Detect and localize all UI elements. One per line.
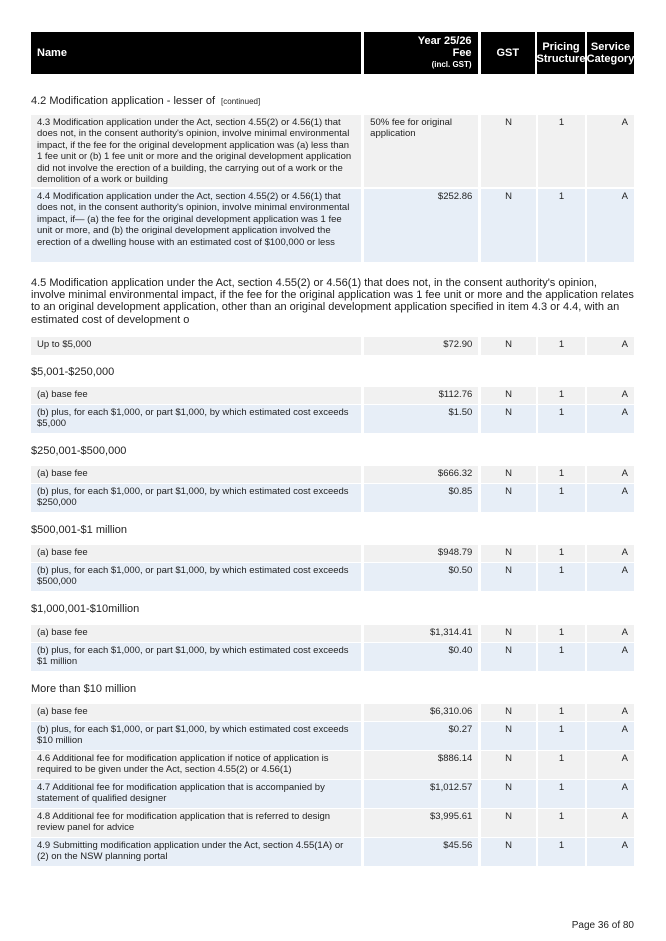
subheading: $1,000,001-$10million [31, 603, 140, 615]
row-pricing-structure: 1 [538, 643, 586, 671]
row-gst: N [481, 189, 536, 262]
row-gst: N [481, 780, 536, 808]
row-gst: N [481, 484, 536, 512]
header-service-line1: Service [590, 41, 631, 53]
row-fee: $6,310.06 [364, 704, 478, 721]
row-pricing-structure: 1 [538, 545, 586, 562]
row-name: 4.6 Additional fee for modification application if notice of application is required to be given under the Act, section 4.55(2) or 4.56(1) [31, 751, 361, 779]
section-4-2-title [31, 95, 634, 108]
table-row [31, 722, 634, 750]
header-pricing-line2: Structure [536, 53, 586, 65]
row-gst: N [481, 466, 536, 483]
section-4-2-text: 4.2 Modification application - lesser of [31, 95, 216, 107]
table-row [31, 780, 634, 808]
row-service-category: A [587, 625, 634, 642]
row-service-category: A [587, 484, 634, 512]
row-gst: N [481, 809, 536, 837]
table-row [31, 405, 634, 433]
row-fee: $948.79 [364, 545, 478, 562]
row-pricing-structure: 1 [538, 563, 586, 591]
row-fee: $0.50 [364, 563, 478, 591]
row-service-category: A [587, 704, 634, 721]
row-service-category: A [587, 466, 634, 483]
table-row [31, 838, 634, 866]
subheading: More than $10 million [31, 683, 137, 695]
row-fee: $1,314.41 [364, 625, 478, 642]
row-gst: N [481, 751, 536, 779]
table-row [31, 466, 634, 483]
row-name: (a) base fee [31, 704, 361, 721]
row-fee: $112.76 [364, 387, 478, 404]
header-name: Name [31, 32, 361, 74]
row-fee: $666.32 [364, 466, 478, 483]
subheading: $500,001-$1 million [31, 524, 128, 536]
row-gst: N [481, 625, 536, 642]
table-row [31, 115, 634, 187]
table-row [31, 643, 634, 671]
row-fee: $0.27 [364, 722, 478, 750]
row-fee: $45.56 [364, 838, 478, 866]
row-service-category: A [587, 189, 634, 262]
header-pricing-structure [537, 32, 585, 74]
row-service-category: A [587, 115, 634, 187]
row-gst: N [481, 337, 536, 355]
row-name: (b) plus, for each $1,000, or part $1,000, by which estimated cost exceeds $5,000 [31, 405, 361, 433]
row-pricing-structure: 1 [538, 751, 586, 779]
header-fee-line1: Year 25/26 [417, 35, 472, 47]
header-fee-line3: (incl. GST) [431, 60, 472, 69]
row-name: (b) plus, for each $1,000, or part $1,000, by which estimated cost exceeds $1 million [31, 643, 361, 671]
row-service-category: A [587, 405, 634, 433]
row-pricing-structure: 1 [538, 387, 586, 404]
row-fee: $886.14 [364, 751, 478, 779]
header-service-category [587, 32, 634, 74]
row-pricing-structure: 1 [538, 189, 586, 262]
header-fee-line2: Fee [452, 47, 472, 59]
table-row [31, 387, 634, 404]
row-service-category: A [587, 838, 634, 866]
row-fee: $72.90 [364, 337, 478, 355]
row-name: Up to $5,000 [31, 337, 361, 355]
table-row [31, 337, 634, 355]
header-pricing-line1: Pricing [542, 41, 580, 53]
table-row [31, 484, 634, 512]
row-pricing-structure: 1 [538, 484, 586, 512]
row-service-category: A [587, 780, 634, 808]
row-pricing-structure: 1 [538, 405, 586, 433]
row-pricing-structure: 1 [538, 704, 586, 721]
table-row [31, 625, 634, 642]
row-pricing-structure: 1 [538, 337, 586, 355]
row-gst: N [481, 643, 536, 671]
row-gst: N [481, 115, 536, 187]
row-pricing-structure: 1 [538, 809, 586, 837]
row-fee: $252.86 [364, 189, 478, 262]
row-service-category: A [587, 337, 634, 355]
row-service-category: A [587, 751, 634, 779]
row-name: 4.8 Additional fee for modification application that is referred to design review panel for advice [31, 809, 361, 837]
row-name: 4.7 Additional fee for modification application that is accompanied by statement of qualified designer [31, 780, 361, 808]
row-name: (a) base fee [31, 625, 361, 642]
table-header [31, 32, 634, 74]
row-service-category: A [587, 563, 634, 591]
row-name: 4.9 Submitting modification application under the Act, section 4.55(1A) or (2) on the NSW planning portal [31, 838, 361, 866]
row-service-category: A [587, 387, 634, 404]
section-4-2-continued: [continued] [221, 97, 261, 106]
row-name: (b) plus, for each $1,000, or part $1,000, by which estimated cost exceeds $10 million [31, 722, 361, 750]
row-name: 4.3 Modification application under the Act, section 4.55(2) or 4.56(1) that does not, in the consent authority's opinion, involve minimal environmental impact, if the fee for the original development application was (a) less than 1 fee unit or (b) 1 fee unit or more and the original development application did not involve the erection of a building, the carrying out of a work or the demolition of a work or building [31, 115, 361, 187]
table-row [31, 704, 634, 721]
row-pricing-structure: 1 [538, 115, 586, 187]
subheading: $5,001-$250,000 [31, 366, 115, 378]
row-service-category: A [587, 809, 634, 837]
row-fee: $0.85 [364, 484, 478, 512]
row-service-category: A [587, 545, 634, 562]
table-row [31, 189, 634, 262]
row-fee: $1,012.57 [364, 780, 478, 808]
row-gst: N [481, 545, 536, 562]
row-gst: N [481, 563, 536, 591]
table-row [31, 809, 634, 837]
row-gst: N [481, 704, 536, 721]
row-fee: 50% fee for original application [364, 115, 478, 187]
row-name: (a) base fee [31, 387, 361, 404]
row-name: (b) plus, for each $1,000, or part $1,000, by which estimated cost exceeds $500,000 [31, 563, 361, 591]
header-gst: GST [481, 32, 535, 74]
table-row [31, 545, 634, 562]
table-row [31, 563, 634, 591]
row-pricing-structure: 1 [538, 722, 586, 750]
section-4-5-text: 4.5 Modification application under the Act, section 4.55(2) or 4.56(1) that does not, in the consent authority's opinion, involve minimal environmental impact, if the fee for the original application was 1 fee unit or more and the application relates to an original development application, other than an original development application specified in item 4.3 or 4.4, with an estimated cost of development o [31, 277, 634, 326]
row-gst: N [481, 387, 536, 404]
row-pricing-structure: 1 [538, 780, 586, 808]
row-name: (a) base fee [31, 466, 361, 483]
page-number: Page 36 of 80 [571, 920, 634, 931]
header-fee [364, 32, 478, 74]
row-fee: $3,995.61 [364, 809, 478, 837]
row-name: 4.4 Modification application under the Act, section 4.55(2) or 4.56(1) that does not, in the consent authority's opinion, involve minimal environmental impact, if— (a) the fee for the original development application was 1 fee unit or more, and (b) the original development application involved the erection of a dwelling house with an estimated cost of $100,000 or less [31, 189, 361, 262]
row-pricing-structure: 1 [538, 466, 586, 483]
row-gst: N [481, 722, 536, 750]
row-fee: $0.40 [364, 643, 478, 671]
row-name: (a) base fee [31, 545, 361, 562]
row-service-category: A [587, 643, 634, 671]
row-pricing-structure: 1 [538, 838, 586, 866]
subheading: $250,001-$500,000 [31, 445, 127, 457]
table-row [31, 751, 634, 779]
row-pricing-structure: 1 [538, 625, 586, 642]
header-service-line2: Category [586, 53, 635, 65]
row-fee: $1.50 [364, 405, 478, 433]
row-service-category: A [587, 722, 634, 750]
row-gst: N [481, 838, 536, 866]
row-name: (b) plus, for each $1,000, or part $1,000, by which estimated cost exceeds $250,000 [31, 484, 361, 512]
row-gst: N [481, 405, 536, 433]
